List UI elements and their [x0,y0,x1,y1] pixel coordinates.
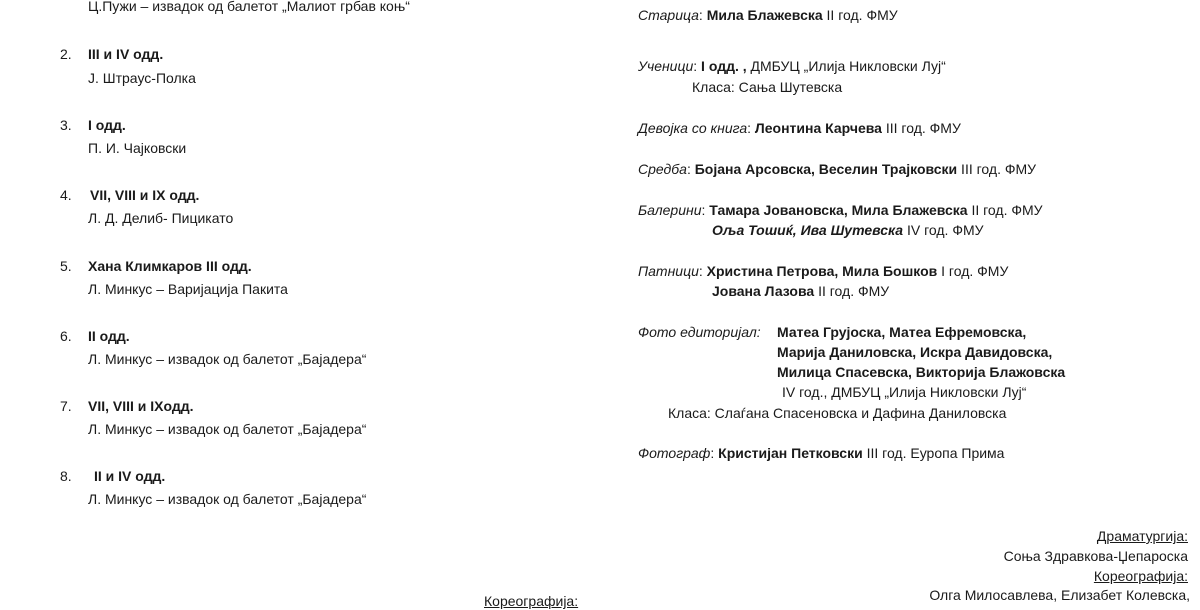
item-detail: Л. Минкус – извадок од балетот „Бајадера“ [88,421,367,437]
item-title: II и IV одд. [94,468,166,484]
item-number: 6. [60,328,72,344]
item-title: II одд. [88,328,130,344]
cast-names: Христина Петрова, Мила Бошков [706,263,938,279]
item-detail: П. И. Чајковски [88,140,187,156]
cast-info: III год. ФМУ [957,161,1037,177]
item-number: 2. [60,46,72,62]
dramaturgy-name: Соња Здравкова-Џепароска [1003,548,1188,564]
role-label: Патници [638,263,699,279]
cast-balerini: Балерини: Тамара Јовановска, Мила Блажевска II год. ФМУ [638,202,1043,218]
foto-ed-line-2: Марија Даниловска, Искра Давидовска, [777,344,1053,360]
cast-names: Леонтина Карчева [754,120,882,136]
role-label: Ученици [638,58,694,74]
item-detail: Л. Минкус – Варијација Пакита [88,281,288,297]
cast-balerini-2 [712,221,984,239]
cast-fotograf: Фотограф: Кристијан Петковски III год. Еуропа Прима [638,445,1005,461]
cast-foto-editorial: Фото едиторијал: [638,324,761,340]
role-label: Фото едиторијал [638,324,757,340]
cast-staritsa: Старица: Мила Блажевска II год. ФМУ [638,7,898,23]
cast-uchenici-class: Класа: Сања Шутевска [692,79,843,95]
foto-ed-line-1: Матеа Грујоска, Матеа Ефремовска, [777,324,1027,340]
item-detail: Ј. Штраус-Полка [88,70,196,86]
cast-names: Јована Лазова [712,283,815,299]
cast-names: I одд. , [701,58,747,74]
cast-info: ДМБУЦ „Илија Никловски Луј“ [746,58,946,74]
cast-names: Кристијан Петковски [718,445,863,461]
item-detail: Л. Минкус – извадок од балетот „Бајадера“ [88,351,367,367]
item-title: III и IV одд. [88,46,164,62]
role-label: Средба [638,161,687,177]
cast-info: II год. ФМУ [814,283,890,299]
dramaturgy-label: Драматургија: [1096,528,1188,544]
foto-ed-line-4: IV год., ДМБУЦ „Илија Никловски Луј“ [782,384,1027,400]
cast-info: II год. ФМУ [822,7,898,23]
cast-uchenici: Ученици: I одд. , ДМБУЦ „Илија Никловски Луј“ [638,58,946,74]
item-number: 3. [60,117,72,133]
item-number: 8. [60,468,72,484]
role-label: Девојка со книга [638,120,748,136]
cast-info: III год. ФМУ [881,120,961,136]
bottom-cut-label: Кореографија: [484,593,579,609]
role-label: Старица [638,7,699,23]
item-detail: Л. Минкус – извадок од балетот „Бајадера“ [88,491,367,507]
item-title: VII, VIII и IXодд. [88,398,194,414]
choreography-names: Олга Милосавлева, Елизабет Колевска, [929,587,1190,603]
cast-sredba: Средба: Бојана Арсовска, Веселин Трајковски III год. ФМУ [638,161,1037,177]
item-number: 5. [60,258,72,274]
foto-ed-line-5: Класа: Слаѓана Спасеновска и Дафина Даниловска [668,405,1007,421]
cast-info: IV год. ФМУ [903,222,984,238]
role-label: Фотограф [638,445,711,461]
cast-names: Бојана Арсовска, Веселин Трајковски [694,161,958,177]
item-detail: Л. Д. Делиб- Пицикато [88,210,234,226]
cast-patnici-2 [712,282,889,300]
item-number: 7. [60,398,72,414]
foto-ed-line-3: Милица Спасевска, Викторија Блажовска [777,364,1066,380]
item-title: Хана Климкаров III одд. [88,258,252,274]
choreography-label: Кореографија: [1093,568,1188,584]
cast-info: II год. ФМУ [967,202,1043,218]
item-title: VII, VIII и IX одд. [90,187,200,203]
item-title: I одд. [88,117,126,133]
item-number: 4. [60,187,72,203]
cast-names: Оља Тошиќ, Ива Шутевска [712,222,904,238]
role-label: Балерини [638,202,702,218]
left-top-line: Ц.Пужи – извадок од балетот „Малиот грбав коњ“ [88,0,410,14]
cast-info: III год. Еуропа Прима [862,445,1005,461]
cast-patnici: Патници: Христина Петрова, Мила Бошков I год. ФМУ [638,263,1009,279]
cast-names: Мила Блажевска [706,7,823,23]
cast-devojka: Девојка со книга: Леонтина Карчева III год. ФМУ [638,120,961,136]
cast-names: Тамара Јовановска, Мила Блажевска [709,202,968,218]
cast-info: I год. ФМУ [937,263,1009,279]
